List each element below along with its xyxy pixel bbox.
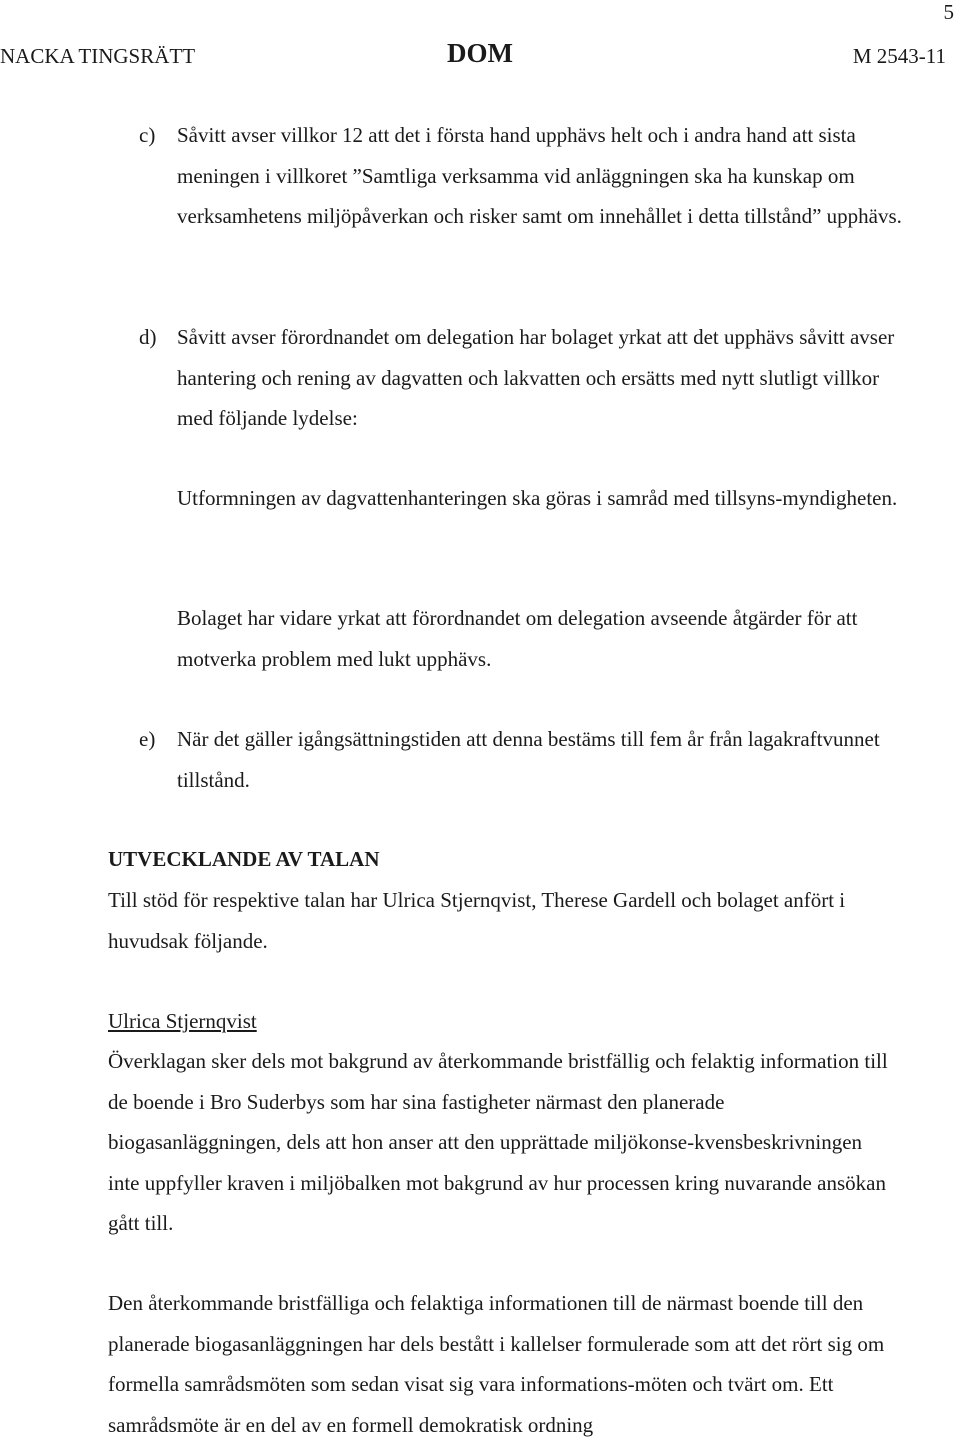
paragraph: Den återkommande bristfälliga och felaktiga informationen till de närmast boende till den planerade biogasanläggningen har dels bestått i kallelser formulerade som att det rört sig om formella samrådsmöten som sedan visat sig vara informations-möten och tvärt om. Ett samrådsmöte är en del av en formell demokratisk ordning bbox=[108, 1291, 885, 1437]
item-text: Såvitt avser förordnandet om delegation har bolaget yrkat att det upphävs såvitt avser hantering och rening av dagvatten och lakvatten och ersätts med nytt slutligt villkor med följande lydelse: bbox=[177, 325, 895, 430]
claim-item-d bbox=[108, 317, 908, 439]
document-type: DOM bbox=[447, 38, 513, 68]
subsection-heading: Ulrica Stjernqvist bbox=[108, 1009, 257, 1033]
proposed-condition-text: Utformningen av dagvattenhanteringen ska göras i samråd med tillsyns-myndigheten. bbox=[177, 486, 898, 510]
section-heading: UTVECKLANDE AV TALAN bbox=[108, 847, 380, 871]
item-marker: d) bbox=[139, 325, 157, 349]
additional-claim-text: Bolaget har vidare yrkat att förordnandet om delegation avseende åtgärder för att motverka problem med lukt upphävs. bbox=[177, 606, 858, 671]
item-text: När det gäller igångsättningstiden att denna bestäms till fem år från lagakraftvunnet tillstånd. bbox=[177, 727, 880, 792]
claim-item-e bbox=[108, 719, 908, 800]
paragraph: Överklagan sker dels mot bakgrund av återkommande bristfällig och felaktig information till de boende i Bro Suderbys som har sina fastigheter närmast den planerade biogasanläggningen, dels att hon anser att den upprättade miljökonse-kvensbeskrivningen inte uppfyller kraven i miljöbalken mot bakgrund av hur processen kring nuvarande ansökan gått till. bbox=[108, 1049, 888, 1235]
claim-item-c bbox=[108, 115, 908, 237]
case-number: M 2543-11 bbox=[852, 44, 946, 68]
page-header bbox=[0, 36, 960, 76]
section-intro: Till stöd för respektive talan har Ulrica Stjernqvist, Therese Gardell och bolaget anfört i huvudsak följande. bbox=[108, 888, 846, 953]
court-name: NACKA TINGSRÄTT bbox=[0, 44, 196, 68]
page-number: 5 bbox=[943, 0, 954, 24]
item-marker: c) bbox=[139, 123, 156, 147]
item-marker: e) bbox=[139, 727, 156, 751]
item-text: Såvitt avser villkor 12 att det i första hand upphävs helt och i andra hand att sista meningen i villkoret ”Samtliga verksamma vid anläggningen ska ha kunskap om verksamhetens miljöpåverkan och risker samt om innehållet i detta tillstånd” upphävs. bbox=[177, 123, 902, 228]
